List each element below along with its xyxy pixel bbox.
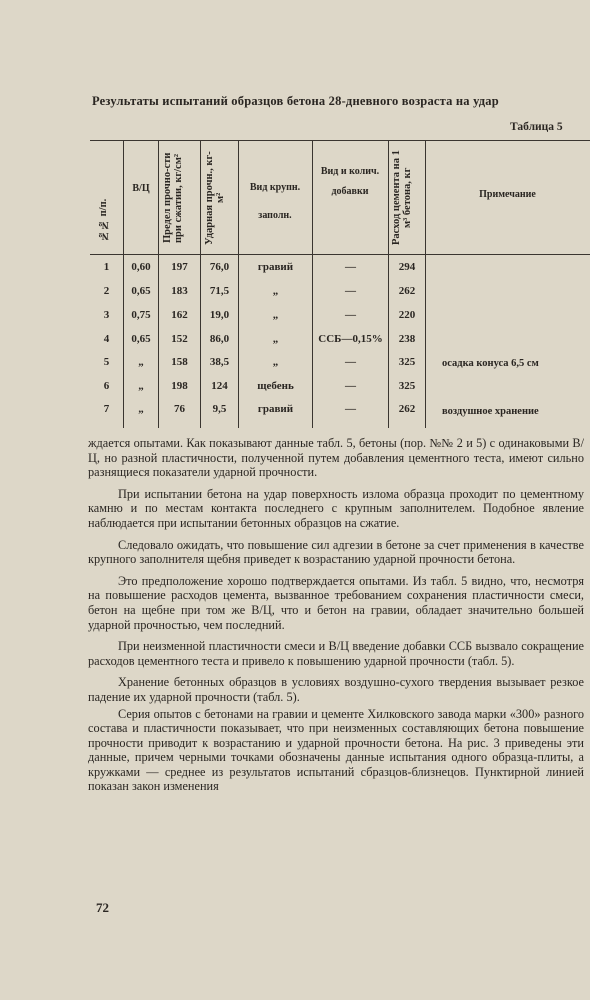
cell-aggregate: гравий — [257, 261, 294, 273]
cell-cement: 325 — [398, 356, 416, 368]
cell-compression: 183 — [171, 285, 188, 297]
cell-compression: 197 — [171, 261, 188, 273]
header-cement: Расход цемента на 1 м³ бетона, кг — [391, 150, 413, 246]
cell-aggregate: „ — [272, 285, 279, 297]
cell-aggregate: гравий — [257, 403, 294, 415]
cell-wc: 0,65 — [131, 285, 151, 297]
cell-compression: 158 — [171, 356, 188, 368]
cell-cement: 262 — [398, 403, 416, 415]
cell-aggregate: „ — [272, 309, 279, 321]
cell-cement: 238 — [398, 333, 416, 345]
cell-additive: — — [345, 403, 356, 415]
cell-additive: — — [345, 380, 356, 392]
cell-compression: 76 — [174, 403, 185, 415]
cell-additive: — — [345, 356, 356, 368]
cell-num: 5 — [103, 356, 110, 368]
cell-additive: — — [345, 285, 356, 297]
paragraph: Это предположение хорошо подтверждается опытами. Из табл. 5 видно, что, несмотря на повышение расходов цемента, вызванное требованием сохранения пластичности смеси, бетон на щебне при том же В/Ц, что и бетон на гравии, обладает значительно большей ударной прочностью, чем последний. — [88, 573, 584, 632]
paragraph: Следовало ожидать, что повышение сил адгезии в бетоне за счет применения в качестве крупного заполнителя щебня приведет к возрастанию ударной прочности бетона. — [88, 537, 584, 567]
cell-compression: 162 — [171, 309, 188, 321]
cell-impact: 71,5 — [209, 285, 230, 297]
cell-aggregate: щебень — [257, 380, 294, 392]
cell-num: 2 — [103, 285, 110, 297]
cell-num: 6 — [103, 380, 110, 392]
cell-cement: 262 — [398, 285, 416, 297]
header-additive: Вид и колич. добавки — [320, 166, 380, 197]
paragraph: При неизменной пластичности смеси и В/Ц введение добавки ССБ вызвало сокращение расходов цементного теста и привело к повышению ударной прочности (табл. 5). — [88, 639, 584, 668]
cell-additive: — — [345, 309, 356, 321]
cell-wc: 0,65 — [131, 333, 151, 345]
paragraph: Серия опытов с бетонами на гравии и цементе Хилковского завода марки «300» разного состава и пластичности показывает, что при неизменных составляющих бетона повышение прочности приводит к возрастанию и ударной прочности бетона. На рис. 3 приведены эти данные, причем черными точками обозначены данные испытания одного образца-плиты, а кружками — среднее из результатов испытаний сбразцов-близнецов. Пунктирной линией показан закон изменения — [88, 706, 584, 794]
cell-impact: 9,5 — [212, 403, 227, 415]
cell-compression: 152 — [171, 333, 188, 345]
cell-additive: — — [345, 261, 356, 273]
paragraph: Хранение бетонных образцов в условиях воздушно-сухого твердения вызывает резкое падение их ударной прочности (табл. 5). — [88, 675, 584, 704]
cell-aggregate: „ — [272, 333, 279, 345]
header-impact: Ударная прочн., кг-м² — [204, 151, 226, 245]
cell-remark: осадка конуса 6,5 см — [442, 358, 539, 369]
cell-cement: 294 — [398, 261, 416, 273]
cell-num: 7 — [103, 403, 110, 415]
header-wc: В/Ц — [132, 183, 150, 194]
cell-cement: 325 — [398, 380, 416, 392]
cell-impact: 19,0 — [209, 309, 230, 321]
cell-cement: 220 — [398, 309, 416, 321]
cell-aggregate: „ — [272, 356, 279, 368]
cell-impact: 124 — [211, 380, 228, 392]
cell-num: 3 — [103, 309, 110, 321]
cell-impact: 76,0 — [209, 261, 230, 273]
table-label: Таблица 5 — [510, 121, 563, 133]
paragraph: При испытании бетона на удар поверхность излома образца проходит по цементному камню и по местам контакта последнего с крупным заполнителем. Подобное явление наблюдается при испытании бетонных образцов на сжатие. — [88, 486, 584, 530]
cell-wc: „ — [138, 380, 144, 392]
header-remark: Примечание — [479, 189, 536, 200]
cell-num: 4 — [103, 333, 110, 345]
page-number: 72 — [96, 900, 109, 915]
cell-additive: ССБ—0,15% — [318, 333, 383, 345]
cell-wc: „ — [138, 403, 144, 415]
cell-wc: „ — [138, 356, 144, 368]
header-aggregate: Вид крупн. заполн. — [249, 182, 301, 221]
header-num: №№ п/п. — [98, 198, 109, 242]
cell-remark: воздушное хранение — [442, 406, 539, 417]
paragraph: ждается опытами. Как показывают данные табл. 5, бетоны (пор. №№ 2 и 5) с одинаковыми В/Ц, но разной пластичности, полученной путем добавления цементного теста, имеют сильно разнящиеся показатели ударной прочности. — [88, 436, 584, 480]
results-table — [90, 140, 590, 430]
cell-wc: 0,60 — [131, 261, 151, 273]
cell-compression: 198 — [171, 380, 188, 392]
header-compression: Предел прочно-сти при сжатии, кг/см² — [162, 152, 184, 244]
table-title: Результаты испытаний образцов бетона 28-дневного возраста на удар — [92, 94, 499, 108]
body-text — [88, 436, 584, 801]
cell-impact: 86,0 — [209, 333, 230, 345]
cell-wc: 0,75 — [131, 309, 151, 321]
cell-impact: 38,5 — [209, 356, 230, 368]
cell-num: 1 — [103, 261, 110, 273]
